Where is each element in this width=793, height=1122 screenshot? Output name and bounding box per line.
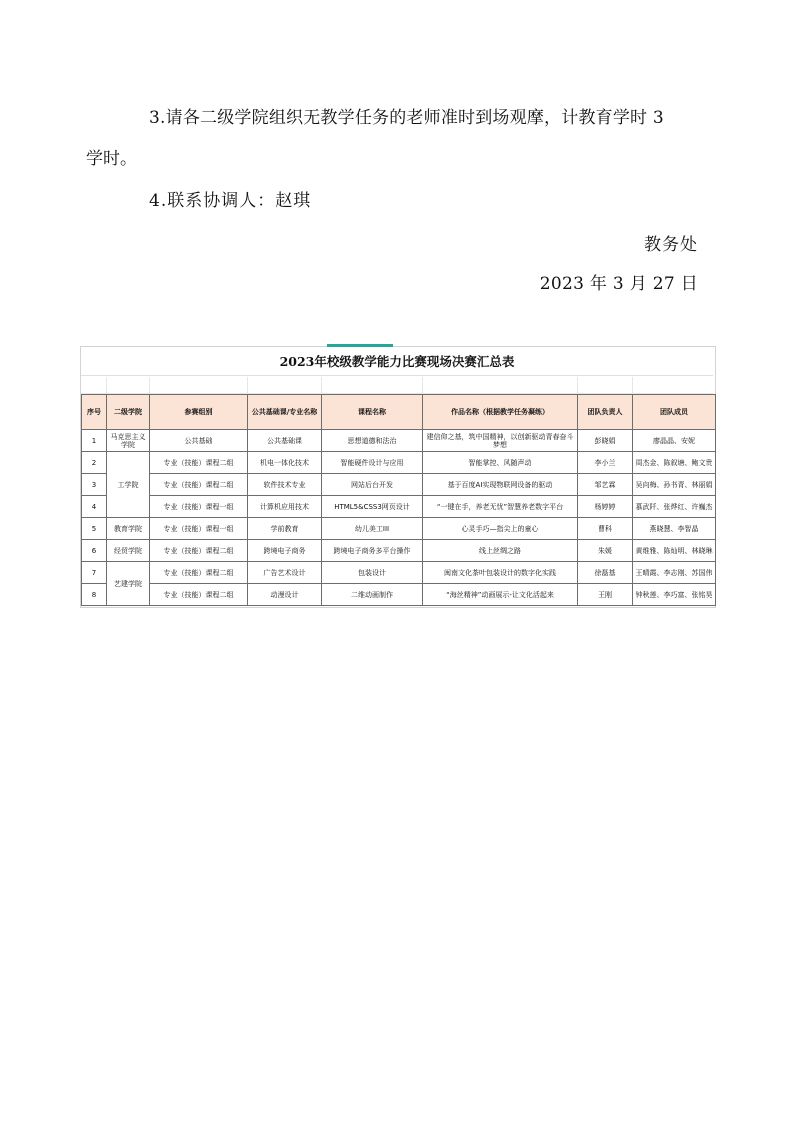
blank-spreadsheet-row (81, 377, 713, 394)
row-course: 跨境电子商务多平台操作 (322, 540, 423, 562)
row-group: 专业（技能）课程二组 (150, 562, 248, 584)
table-row (82, 496, 716, 518)
row-members: 王晴霞、李志刚、苏国伟 (633, 562, 716, 584)
row-course: HTML5&CSS3网页设计 (322, 496, 423, 518)
row-college: 经贸学院 (107, 540, 150, 562)
header-members: 团队成员 (633, 395, 716, 430)
header-course: 课程名称 (322, 395, 423, 430)
row-course: 幼儿美工III (322, 518, 423, 540)
table-title: 2023年校级教学能力比赛现场决赛汇总表 (81, 349, 713, 376)
row-work: 建信仰之基，筑中国精神，以创新驱动青春奋斗梦想 (423, 430, 578, 452)
row-members: 燕晓慧、李智晶 (633, 518, 716, 540)
row-leader: 曹科 (578, 518, 633, 540)
row-course: 包装设计 (322, 562, 423, 584)
header-leader: 团队负责人 (578, 395, 633, 430)
row-group: 公共基础 (150, 430, 248, 452)
row-leader: 李小兰 (578, 452, 633, 474)
row-group: 专业（技能）课程一组 (150, 518, 248, 540)
row-leader: 彭晓娟 (578, 430, 633, 452)
row-no: 7 (82, 562, 107, 584)
notice-item-3-line1: 3.请各二级学院组织无教学任务的老师准时到场观摩，计教育学时 3 (149, 108, 664, 128)
row-major: 机电一体化技术 (248, 452, 322, 474)
row-major: 学前教育 (248, 518, 322, 540)
row-college: 马克思主义学院 (107, 430, 150, 452)
table-row (82, 452, 716, 474)
row-college: 工学院 (107, 452, 150, 518)
row-leader: 朱媛 (578, 540, 633, 562)
row-members: 钟秋莲、李巧富、张铭昊 (633, 584, 716, 606)
row-course: 智能硬件设计与应用 (322, 452, 423, 474)
row-college: 艺建学院 (107, 562, 150, 606)
header-work: 作品名称（根据教学任务凝练） (423, 395, 578, 430)
row-work: “一键在手，养老无忧”智慧养老数字平台 (423, 496, 578, 518)
row-work: “海丝精神”动画展示-让文化活起来 (423, 584, 578, 606)
row-group: 专业（技能）课程二组 (150, 452, 248, 474)
header-college: 二级学院 (107, 395, 150, 430)
table-row (82, 430, 716, 452)
table-row (82, 584, 716, 606)
row-course: 思想道德和法治 (322, 430, 423, 452)
header-group: 参赛组别 (150, 395, 248, 430)
table-row (82, 474, 716, 496)
row-work: 闽南文化茶叶包装设计的数字化实践 (423, 562, 578, 584)
row-members: 周杰金、陈叙塘、鲍文贵 (633, 452, 716, 474)
table-row (82, 518, 716, 540)
row-work: 智能掌控、风随声动 (423, 452, 578, 474)
table-header-row (82, 395, 716, 430)
competition-summary-table (81, 394, 716, 606)
row-members: 廖晶晶、安妮 (633, 430, 716, 452)
row-no: 1 (82, 430, 107, 452)
row-major: 广告艺术设计 (248, 562, 322, 584)
row-leader: 杨婷婷 (578, 496, 633, 518)
row-major: 软件技术专业 (248, 474, 322, 496)
row-course: 二维动画制作 (322, 584, 423, 606)
header-no: 序号 (82, 395, 107, 430)
row-major: 计算机应用技术 (248, 496, 322, 518)
row-no: 4 (82, 496, 107, 518)
table-row (82, 562, 716, 584)
row-group: 专业（技能）课程一组 (150, 496, 248, 518)
row-work: 基于百度AI实现物联网设备的驱动 (423, 474, 578, 496)
row-work: 线上丝绸之路 (423, 540, 578, 562)
row-members: 慕武阡、张烨红、许巍杰 (633, 496, 716, 518)
row-major: 跨境电子商务 (248, 540, 322, 562)
notice-item-3-line2: 学时。 (86, 149, 137, 169)
row-major: 公共基础课 (248, 430, 322, 452)
row-leader: 徐磊基 (578, 562, 633, 584)
table-row (82, 540, 716, 562)
row-no: 8 (82, 584, 107, 606)
row-work: 心灵手巧—指尖上的童心 (423, 518, 578, 540)
issue-date: 2023 年 3 月 27 日 (539, 274, 698, 294)
sheet-tab-indicator (327, 344, 393, 347)
row-leader: 王刚 (578, 584, 633, 606)
notice-item-4: 4.联系协调人：赵琪 (149, 191, 312, 211)
row-group: 专业（技能）课程二组 (150, 540, 248, 562)
row-college: 教育学院 (107, 518, 150, 540)
row-members: 黄维雅、陈灿明、林晓琳 (633, 540, 716, 562)
row-no: 5 (82, 518, 107, 540)
issuing-office: 教务处 (644, 235, 698, 255)
row-no: 6 (82, 540, 107, 562)
row-no: 3 (82, 474, 107, 496)
row-members: 吴向梅、孙书青、林丽娟 (633, 474, 716, 496)
row-no: 2 (82, 452, 107, 474)
row-major: 动漫设计 (248, 584, 322, 606)
row-group: 专业（技能）课程二组 (150, 474, 248, 496)
row-course: 网站后台开发 (322, 474, 423, 496)
row-group: 专业（技能）课程二组 (150, 584, 248, 606)
row-leader: 邹艺霖 (578, 474, 633, 496)
header-course-major: 公共基础课/专业名称 (248, 395, 322, 430)
